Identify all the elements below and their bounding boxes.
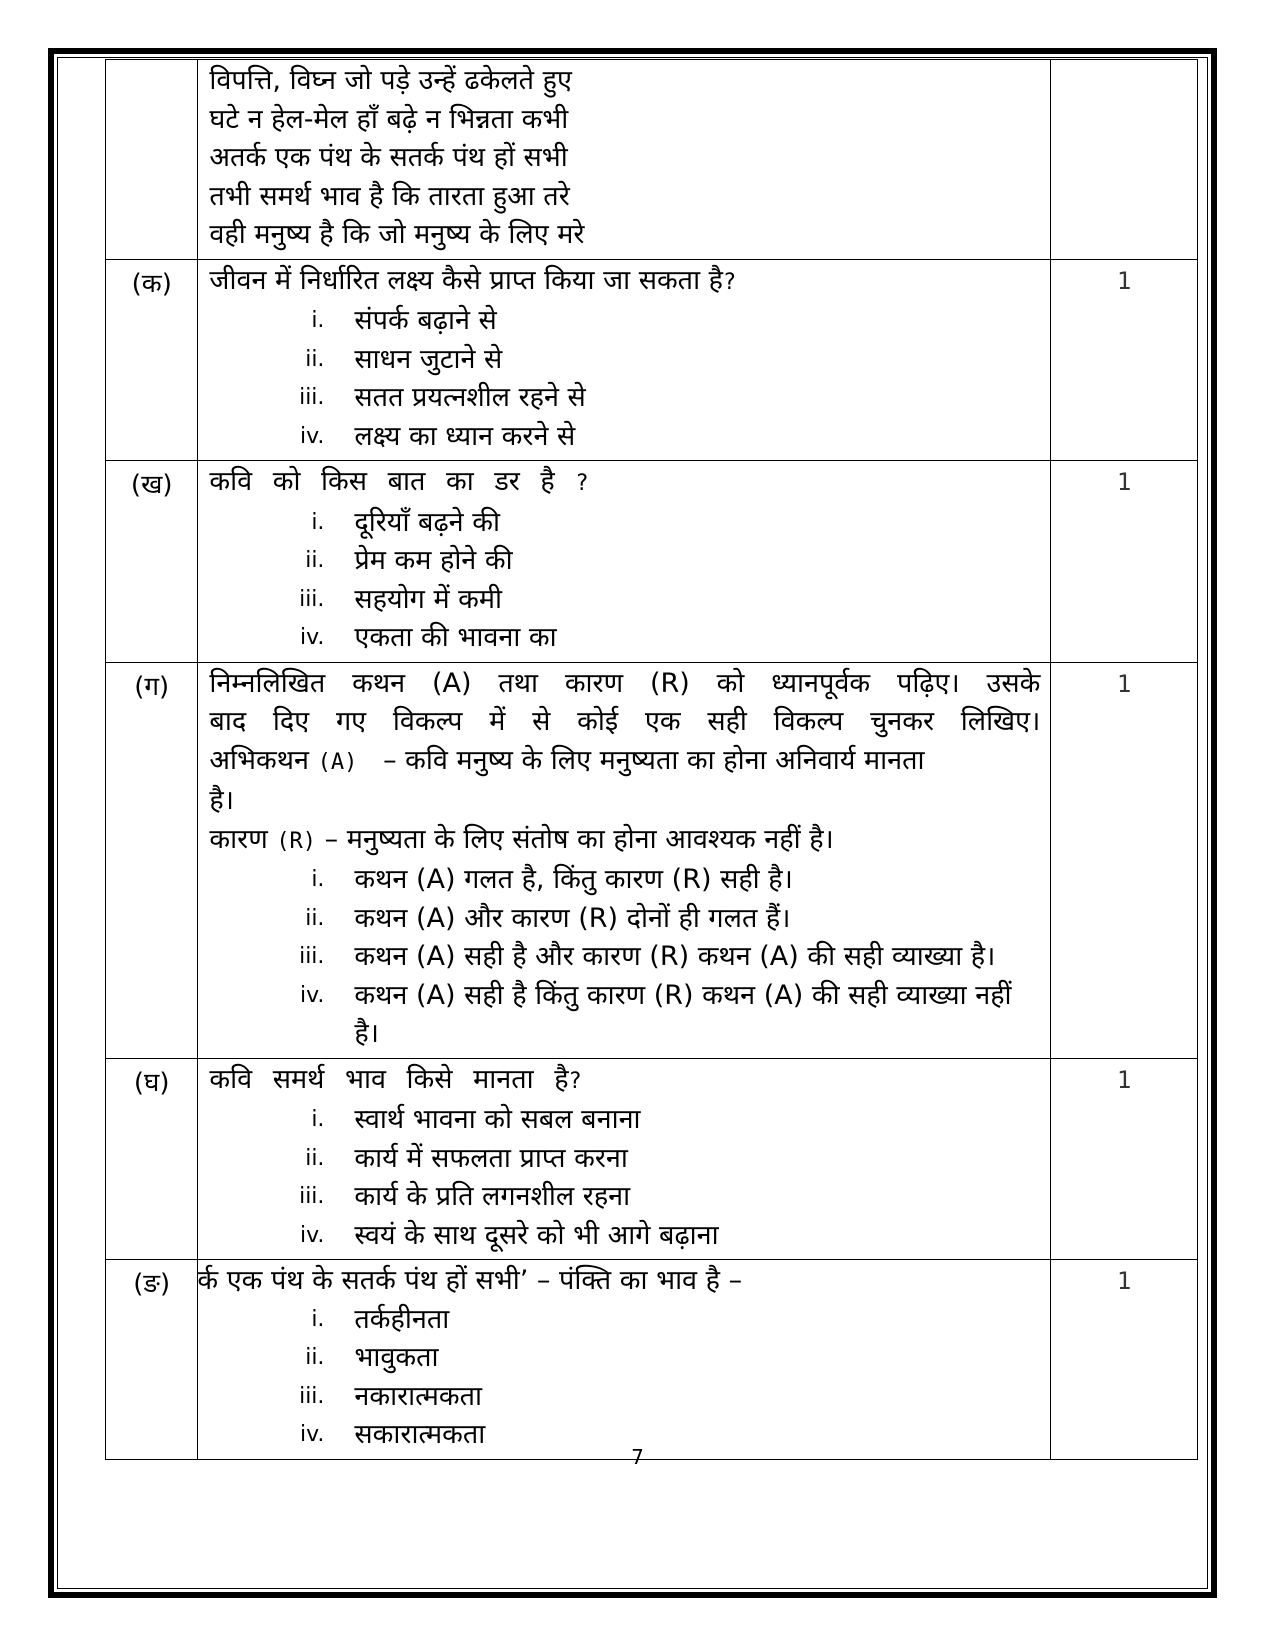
question-row-gha (106, 1058, 1198, 1260)
reason: कारण (R) – मनुष्यता के लिए संतोष का होना आवश्यक नहीं है। (209, 823, 834, 855)
question-row-ka (106, 259, 1198, 461)
question-text: कवि को किस बात का डर है ? (209, 466, 589, 497)
option-item: ii. भावुकता (305, 1342, 439, 1373)
option-item: i. स्वार्थ भावना को सबल बनाना (311, 1104, 641, 1135)
question-mark: ? (722, 269, 737, 295)
option-item: i. दूरियाँ बढ़ने की (311, 506, 500, 538)
options-list (209, 1301, 1040, 1455)
option-item: iv. एकता की भावना का (300, 622, 557, 653)
marks-cell: 1 (1051, 461, 1198, 663)
options-list (209, 302, 1040, 456)
options-list (209, 1101, 1040, 1255)
poem-line: तभी समर्थ भाव है कि तारता हुआ तरे (209, 180, 570, 212)
question-mark: ? (568, 1068, 582, 1094)
marks-cell: 1 (1051, 662, 1198, 1058)
question-table (105, 59, 1198, 1460)
marks-cell: 1 (1051, 1058, 1198, 1260)
poem-line: विपत्ति, विघ्न जो पड़े उन्हें ढकेलते हुए (209, 65, 572, 96)
option-item: ii. कथन (A) और कारण (R) दोनों ही गलत हैं। (305, 902, 791, 934)
assertion-continuation: है। (209, 785, 234, 816)
assertion: अभिकथन (A) – कवि मनुष्य के लिए मनुष्यता का होना अनिवार्य मानता (209, 744, 925, 776)
question-cell (198, 461, 1051, 663)
option-item: ii. कार्य में सफलता प्राप्त करना (305, 1142, 628, 1174)
option-item: iv. सकारात्मकता (300, 1419, 486, 1450)
question-label: (ख) (106, 461, 198, 663)
question-mark: ? (575, 471, 589, 496)
option-item: i. कथन (A) गलत है, किंतु कारण (R) सही है। (311, 864, 793, 895)
instruction-line: निम्नलिखित कथन (A) तथा कारण (R) को ध्यानपूर्वक पढ़िए। उसके (209, 667, 1041, 699)
option-item: iii. कथन (A) सही है और कारण (R) कथन (A) की सही व्याख्या है। (299, 941, 996, 972)
options-list (209, 504, 1040, 658)
question-row-ga (106, 662, 1198, 1058)
option-item: iii. सहयोग में कमी (299, 583, 503, 615)
option-item: i. संपर्क बढ़ाने से (311, 305, 497, 336)
question-cell (198, 259, 1051, 461)
question-text: जीवन में निर्धारित लक्ष्य कैसे प्राप्त किया जा सकता है? (209, 264, 737, 296)
poem-label-cell (106, 60, 198, 260)
option-item: iii. कार्य के प्रति लगनशील रहना (299, 1181, 631, 1212)
option-item: iv. स्वयं के साथ दूसरे को भी आगे बढ़ाना (300, 1219, 719, 1251)
question-label: (ङ) (106, 1260, 198, 1460)
options-list (209, 861, 1040, 1054)
question-label: (घ) (106, 1058, 198, 1260)
marks-cell: 1 (1051, 259, 1198, 461)
option-item: iv. लक्ष्य का ध्यान करने से (300, 420, 576, 452)
poem-row (106, 60, 1198, 260)
poem-line: वही मनुष्य है कि जो मनुष्य के लिए मरे (209, 219, 585, 250)
option-item: iii. नकारात्मकता (299, 1380, 483, 1412)
marks-cell: 1 (1051, 1260, 1198, 1460)
question-label: (क) (106, 259, 198, 461)
poem-line: अतर्क एक पंथ के सतर्क पंथ हों सभी (209, 142, 568, 173)
question-cell (198, 1058, 1051, 1260)
option-item: ii. साधन जुटाने से (305, 343, 503, 375)
question-cell (198, 1260, 1051, 1460)
question-label: (ग) (106, 662, 198, 1058)
poem-marks-cell (1051, 60, 1198, 260)
question-cell (198, 662, 1051, 1058)
option-item: iv. कथन (A) सही है किंतु कारण (R) कथन (A) की सही व्याख्या नहीं है। (300, 979, 1012, 1049)
option-item: i. तर्कहीनता (311, 1303, 450, 1335)
poem-cell (198, 60, 1051, 260)
question-row-kha (106, 461, 1198, 663)
poem-line: घटे न हेल-मेल हाँ बढ़े न भिन्नता कभी (209, 103, 569, 135)
page-number: 7 (631, 1445, 644, 1469)
option-item: iii. सतत प्रयत्नशील रहने से (299, 382, 586, 413)
option-item: ii. प्रेम कम होने की (305, 545, 513, 576)
question-text: कवि समर्थ भाव किसे मानता है? (209, 1063, 582, 1095)
question-row-nga (106, 1260, 1198, 1460)
question-text: र्क एक पंथ के सतर्क पंथ हों सभी’ – पंक्ति का भाव है – (197, 1265, 743, 1296)
instruction-line: बाद दिए गए विकल्प में से कोई एक सही विकल्प चुनकर लिखिए। (209, 706, 1041, 737)
